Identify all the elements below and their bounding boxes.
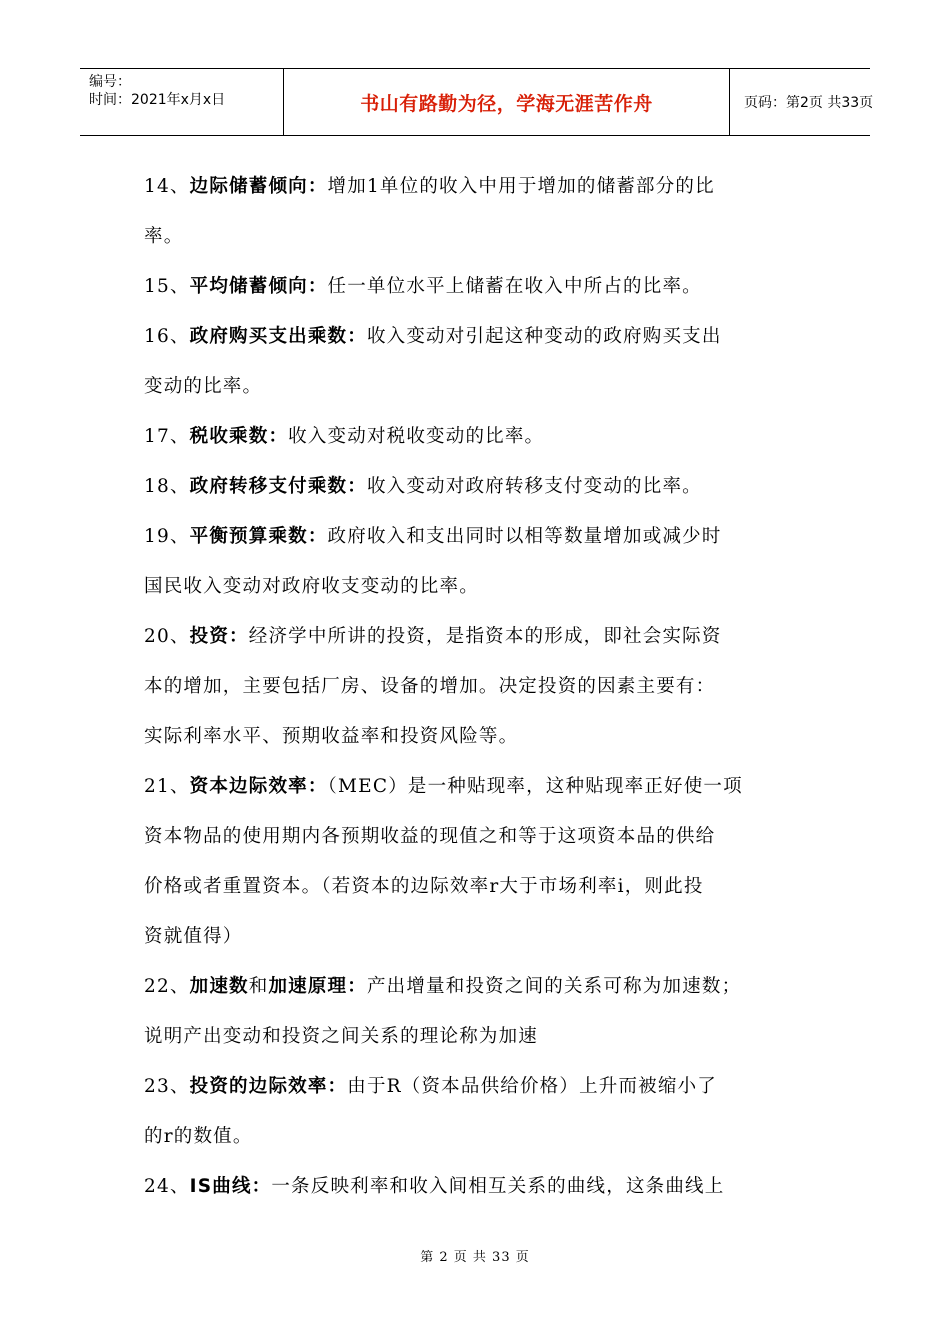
header-left-cell — [80, 69, 283, 135]
line-text: 16、 — [144, 326, 190, 347]
header-middle-cell — [283, 69, 730, 135]
text-line — [144, 362, 810, 412]
text-line — [144, 312, 810, 362]
defined-term: 政府转移支付乘数： — [189, 476, 367, 497]
text-line — [144, 812, 810, 862]
text-line — [144, 712, 810, 762]
header-motto: 书山有路勤为径，学海无涯苦作舟 — [360, 92, 653, 115]
text-line — [144, 512, 810, 562]
header-right-cell — [730, 69, 874, 135]
defined-term: 加速原理： — [268, 976, 367, 997]
line-text: 15、 — [144, 276, 190, 297]
text-line — [144, 562, 810, 612]
defined-term: 投资的边际效率： — [189, 1076, 348, 1097]
line-text: 18、 — [144, 476, 190, 497]
line-text: 17、 — [144, 426, 190, 447]
line-text: 经济学中所讲的投资，是指资本的形成，即社会实际资 — [248, 626, 722, 647]
defined-term: 平衡预算乘数： — [189, 526, 328, 547]
text-line — [144, 1112, 810, 1162]
line-text: 14、 — [144, 176, 190, 197]
line-text: 23、 — [144, 1076, 190, 1097]
line-text: 19、 — [144, 526, 190, 547]
text-line — [144, 612, 810, 662]
line-text: （MEC）是一种贴现率，这种贴现率正好使一项 — [327, 776, 743, 797]
line-text: 产出增量和投资之间的关系可称为加速数； — [366, 976, 742, 997]
text-line — [144, 662, 810, 712]
text-line — [144, 762, 810, 812]
page-footer: 第 2 页 共 33 页 — [420, 1250, 530, 1265]
defined-term: 加速数 — [189, 976, 249, 997]
defined-term: 平均储蓄倾向： — [189, 276, 328, 297]
defined-term: 投资： — [189, 626, 249, 647]
defined-term: 税收乘数： — [189, 426, 289, 447]
text-line — [144, 412, 810, 462]
line-text: 一条反映利率和收入间相互关系的曲线，这条曲线上 — [271, 1176, 725, 1197]
doc-number-label: 编号： — [89, 74, 131, 90]
line-text: 21、 — [144, 776, 190, 797]
text-line — [144, 862, 810, 912]
line-text: 实际利率水平、预期收益率和投资风险等。 — [144, 726, 519, 747]
line-text: 国民收入变动对政府收支变动的比率。 — [144, 576, 479, 597]
document-body — [144, 162, 810, 1212]
text-line — [144, 212, 810, 262]
line-text: 变动的比率。 — [144, 376, 263, 397]
line-text: 22、 — [144, 976, 190, 997]
line-text: 和 — [248, 976, 269, 997]
line-text: 增加1单位的收入中用于增加的储蓄部分的比 — [327, 176, 715, 197]
text-line — [144, 1162, 810, 1212]
line-text: 本的增加，主要包括厂房、设备的增加。决定投资的因素主要有： — [144, 676, 716, 697]
line-text: 收入变动对引起这种变动的政府购买支出 — [366, 326, 722, 347]
defined-term: 政府购买支出乘数： — [189, 326, 367, 347]
defined-term: IS曲线： — [189, 1176, 272, 1197]
line-text: 24、 — [144, 1176, 190, 1197]
text-line — [144, 962, 810, 1012]
line-text: 的r的数值。 — [144, 1126, 253, 1147]
text-line — [144, 1012, 810, 1062]
line-text: 由于R（资本品供给价格）上升而被缩小了 — [347, 1076, 717, 1097]
line-text: 收入变动对政府转移支付变动的比率。 — [366, 476, 702, 497]
defined-term: 边际储蓄倾向： — [189, 176, 328, 197]
text-line — [144, 262, 810, 312]
text-line — [144, 162, 810, 212]
text-line — [144, 912, 810, 962]
line-text: 20、 — [144, 626, 190, 647]
text-line — [144, 462, 810, 512]
line-text: 收入变动对税收变动的比率。 — [288, 426, 545, 447]
line-text: 任一单位水平上储蓄在收入中所占的比率。 — [327, 276, 702, 297]
line-text: 价格或者重置资本。（若资本的边际效率r大于市场利率i，则此投 — [144, 876, 704, 897]
line-text: 资就值得） — [144, 926, 243, 947]
line-text: 说明产出变动和投资之间关系的理论称为加速 — [144, 1026, 539, 1047]
line-text: 率。 — [144, 226, 184, 247]
line-text: 资本物品的使用期内各预期收益的现值之和等于这项资本品的供给 — [144, 826, 716, 847]
defined-term: 资本边际效率： — [189, 776, 328, 797]
header-page-code: 页码：第2页 共33页 — [744, 95, 874, 111]
line-text: 政府收入和支出同时以相等数量增加或减少时 — [327, 526, 722, 547]
header-table — [80, 68, 874, 136]
doc-time-label: 时间：2021年x月x日 — [89, 92, 226, 108]
text-line — [144, 1062, 810, 1112]
